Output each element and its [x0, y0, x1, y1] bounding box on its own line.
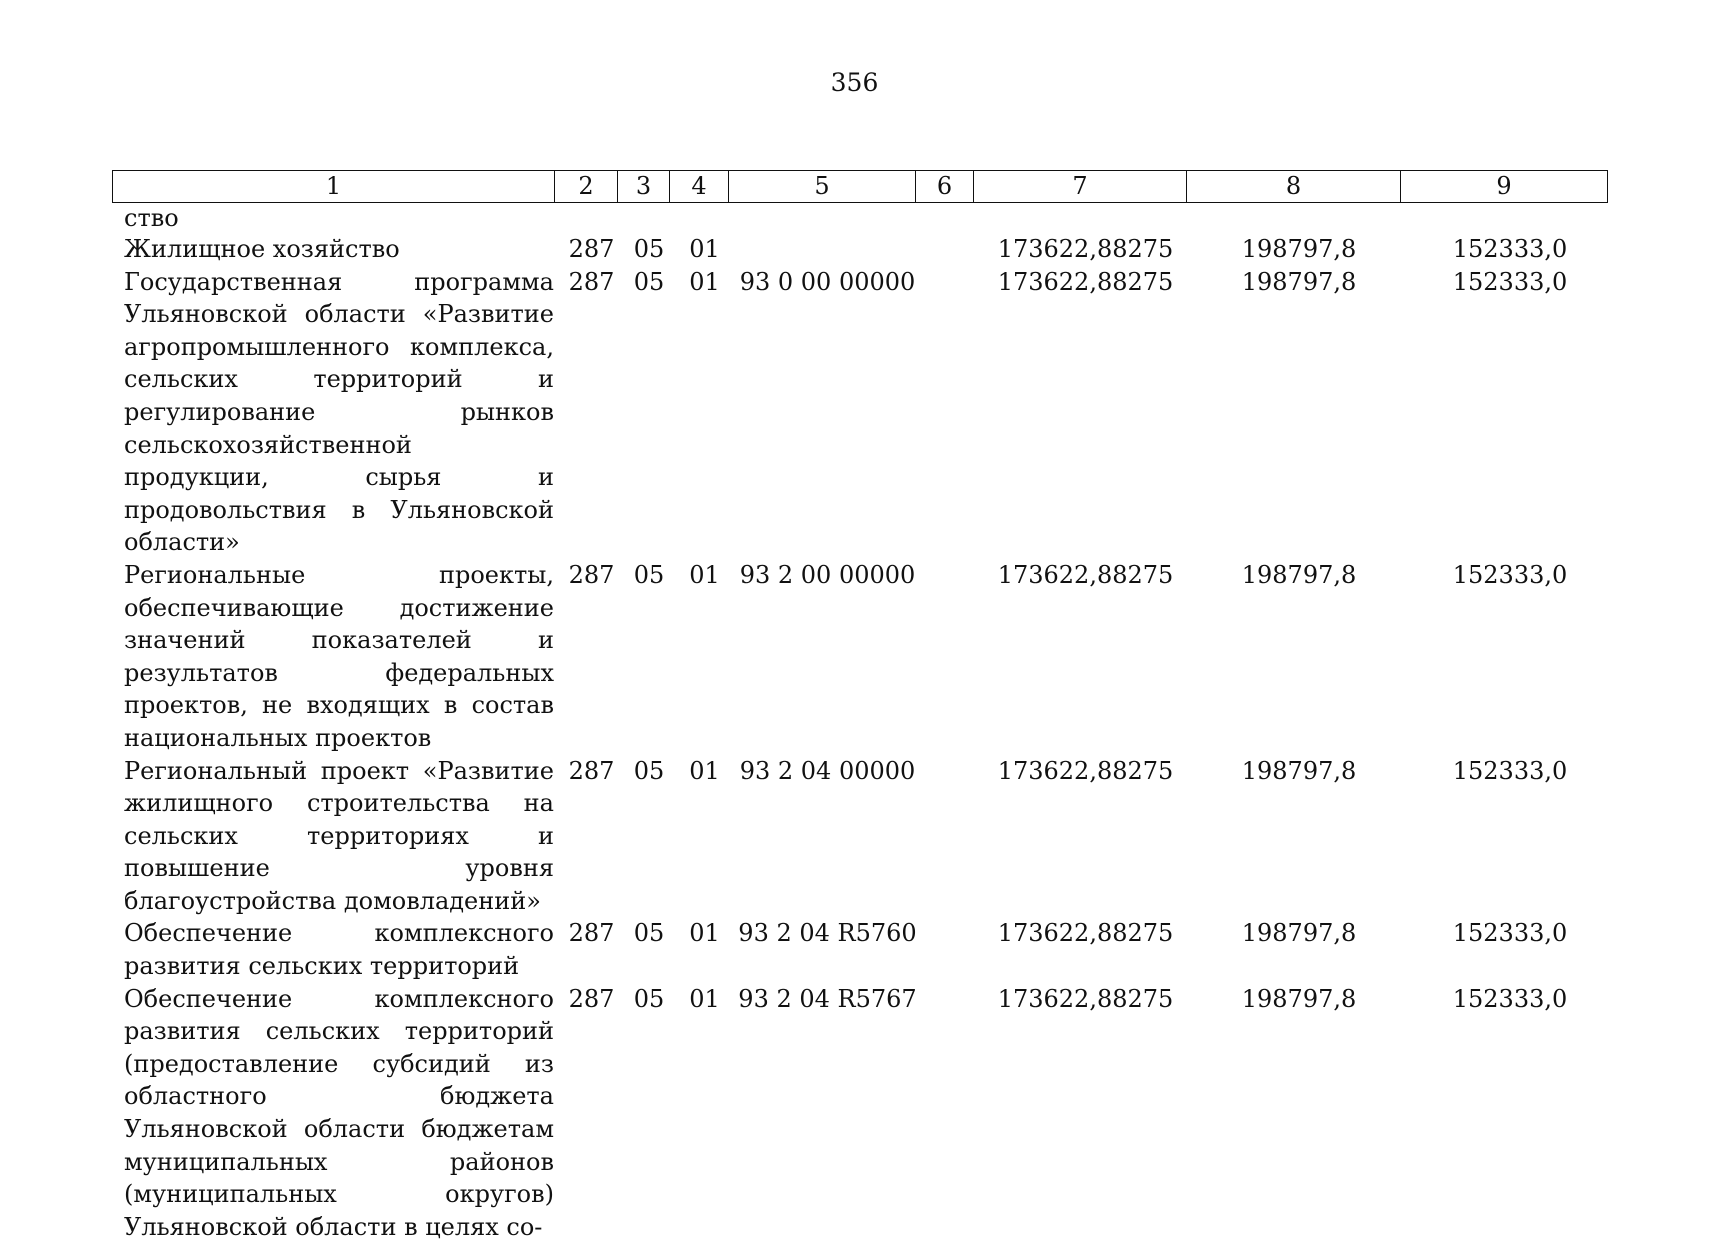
row-name: Жилищное хозяйство	[124, 235, 400, 263]
column-header: 6	[916, 171, 974, 203]
cell-c4: 01	[689, 984, 720, 1013]
cell-c2: 287	[568, 919, 615, 948]
cell-c7: 173622,88275	[997, 267, 1174, 296]
cell-c3: 05	[633, 267, 665, 296]
cell-c9: 152333,0	[1452, 756, 1568, 785]
column-header: 8	[1187, 171, 1401, 203]
cell-c8: 198797,8	[1241, 267, 1357, 296]
cell-c3: 05	[633, 984, 665, 1013]
cell-c8: 198797,8	[1241, 756, 1357, 785]
cell-c9: 152333,0	[1452, 235, 1568, 263]
cell-c4: 01	[689, 560, 720, 589]
column-header: 3	[618, 171, 670, 203]
cell-c9: 152333,0	[1452, 267, 1568, 296]
table-row	[112, 266, 1614, 559]
row-name: Региональные проекты, обеспечивающие достижение значений показателей и результатов федеральных проектов, не входящих в состав национальных проектов	[124, 560, 554, 752]
column-header: 4	[670, 171, 729, 203]
table-row	[112, 559, 1614, 755]
cell-c2: 287	[568, 235, 615, 263]
column-header: 7	[974, 171, 1187, 203]
row-name: Государственная программа Ульяновской области «Развитие агропромышленного комплекса, сельских территорий и регулирование рынков сельскохозяйственной продукции, сырья и продовольствия в Ульяновской области»	[124, 267, 554, 557]
row-name: Обеспечение комплексного развития сельских территорий (предоставление субсидий из областного бюджета Ульяновской области бюджетам муниципальных районов (муниципальных округов) Ульяновской области в целях со-	[124, 984, 554, 1241]
cell-c8: 198797,8	[1241, 235, 1357, 263]
table-row	[112, 983, 1614, 1243]
column-header: 1	[113, 171, 555, 203]
table-row	[112, 755, 1614, 918]
cell-c2: 287	[568, 267, 615, 296]
column-header: 9	[1401, 171, 1608, 203]
cell-c3: 05	[633, 919, 665, 948]
cell-c9: 152333,0	[1452, 919, 1568, 948]
cell-c8: 198797,8	[1241, 984, 1357, 1013]
column-header: 2	[555, 171, 618, 203]
row-name: Обеспечение комплексного развития сельских территорий	[124, 919, 554, 981]
cell-c8: 198797,8	[1241, 560, 1357, 589]
page-number: 356	[830, 68, 879, 97]
cell-c7: 173622,88275	[997, 919, 1174, 948]
cell-c5: 93 0 00 00000	[739, 267, 916, 296]
cell-c5: 93 2 04 R5767	[738, 984, 917, 1013]
cell-c7: 173622,88275	[997, 756, 1174, 785]
cell-c9: 152333,0	[1452, 560, 1568, 589]
cell-c3: 05	[633, 560, 665, 589]
cell-c7: 173622,88275	[997, 235, 1174, 263]
cell-c2: 287	[568, 560, 615, 589]
cell-c9: 152333,0	[1452, 984, 1568, 1013]
cell-c2: 287	[568, 756, 615, 785]
cell-c8: 198797,8	[1241, 919, 1357, 948]
cell-c4: 01	[689, 235, 720, 263]
cell-c5: 93 2 00 00000	[739, 560, 916, 589]
table-row	[112, 917, 1614, 982]
column-header-row	[113, 171, 1608, 203]
cell-c7: 173622,88275	[997, 984, 1174, 1013]
cell-c3: 05	[633, 235, 665, 263]
cell-c7: 173622,88275	[997, 560, 1174, 589]
row-name: Региональный проект «Развитие жилищного строительства на сельских территориях и повышение уровня благоустройства домовладений»	[124, 756, 554, 915]
continuation-text: ство	[124, 204, 179, 232]
column-header: 5	[729, 171, 916, 203]
cell-c5: 93 2 04 00000	[739, 756, 916, 785]
column-header-table	[112, 170, 1608, 203]
table-body	[112, 204, 1614, 1243]
cell-c2: 287	[568, 984, 615, 1013]
table-row	[112, 233, 1614, 266]
cell-c5: 93 2 04 R5760	[738, 919, 917, 948]
cell-c4: 01	[689, 756, 720, 785]
cell-c4: 01	[689, 267, 720, 296]
cell-c4: 01	[689, 919, 720, 948]
cell-c3: 05	[633, 756, 665, 785]
